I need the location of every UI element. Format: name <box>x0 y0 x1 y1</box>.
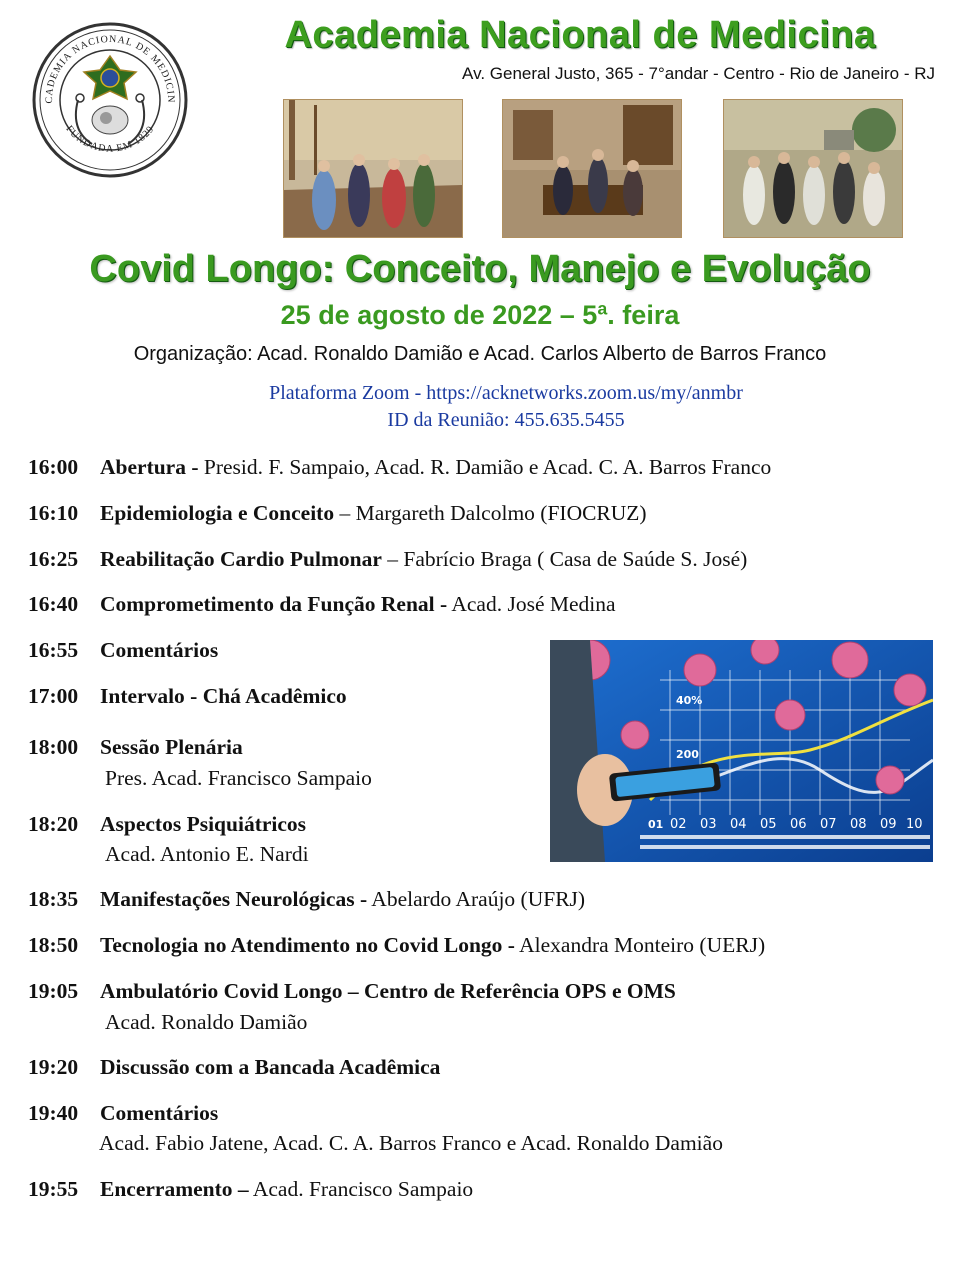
schedule-time: 19:20 <box>28 1055 79 1079</box>
schedule-item <box>28 932 765 958</box>
zoom-platform-label: Plataforma Zoom - <box>269 382 427 404</box>
illustration-x-label: 03 <box>700 817 717 832</box>
illustration-x-label: 10 <box>906 817 923 832</box>
schedule-subline: Acad. Ronaldo Damião <box>105 1010 308 1034</box>
illustration-x-label: 04 <box>730 817 747 832</box>
meeting-id: ID da Reunião: 455.635.5455 <box>387 409 625 431</box>
schedule-detail: Abelardo Araújo (UFRJ) <box>367 887 586 911</box>
illustration-x-label: 02 <box>670 817 687 832</box>
schedule-topic: Abertura - <box>100 455 199 479</box>
schedule-detail: – Margareth Dalcolmo (FIOCRUZ) <box>334 501 647 525</box>
academy-address: Av. General Justo, 365 - 7°andar - Centro - Rio de Janeiro - RJ <box>462 64 935 83</box>
historical-painting-1 <box>283 99 463 238</box>
illustration-y-label: 40% <box>676 694 703 707</box>
schedule-topic: Manifestações Neurológicas - <box>100 887 368 911</box>
covid-data-illustration <box>550 640 933 862</box>
schedule-item <box>28 1100 218 1126</box>
schedule-topic: Encerramento – <box>100 1177 249 1201</box>
schedule-topic: Comprometimento da Função Renal - <box>100 592 448 616</box>
schedule-topic: Tecnologia no Atendimento no Covid Longo - <box>100 933 515 957</box>
schedule-topic: Discussão com a Bancada Acadêmica <box>100 1055 441 1079</box>
schedule-item <box>28 811 306 837</box>
zoom-platform <box>0 382 960 405</box>
schedule-time: 18:20 <box>28 812 79 836</box>
schedule-time: 16:25 <box>28 547 79 571</box>
schedule-detail: Alexandra Monteiro (UERJ) <box>514 933 766 957</box>
schedule-time: 16:10 <box>28 501 79 525</box>
illustration-x-label: 06 <box>790 817 807 832</box>
illustration-x-label: 08 <box>850 817 867 832</box>
schedule-topic: Epidemiologia e Conceito <box>100 501 335 525</box>
event-organizers: Organização: Acad. Ronaldo Damião e Acad. Carlos Alberto de Barros Franco <box>133 343 827 365</box>
schedule-item <box>28 500 647 526</box>
schedule-topic: Comentários <box>100 638 219 662</box>
event-date: 25 de agosto de 2022 – 5ª. feira <box>280 300 680 330</box>
schedule-subline: Acad. Fabio Jatene, Acad. C. A. Barros Franco e Acad. Ronaldo Damião <box>99 1131 723 1155</box>
schedule-item <box>28 978 676 1004</box>
schedule-item <box>28 1054 440 1080</box>
schedule-item <box>28 546 747 572</box>
schedule-subline: Acad. Antonio E. Nardi <box>105 842 309 866</box>
schedule-item <box>28 591 616 617</box>
schedule-item <box>28 734 243 760</box>
schedule-time: 17:00 <box>28 684 79 708</box>
schedule-subline: Pres. Acad. Francisco Sampaio <box>105 766 372 790</box>
schedule-topic: Sessão Plenária <box>100 735 243 759</box>
schedule-time: 16:00 <box>28 455 79 479</box>
schedule-time: 16:55 <box>28 638 79 662</box>
schedule-item <box>28 886 585 912</box>
schedule-detail: Acad. Francisco Sampaio <box>248 1177 474 1201</box>
illustration-x-label: 07 <box>820 817 837 832</box>
academy-title: Academia Nacional de Medicina <box>284 14 876 56</box>
schedule-time: 18:35 <box>28 887 79 911</box>
schedule-time: 18:50 <box>28 933 79 957</box>
illustration-x-label: 01 <box>648 818 664 831</box>
schedule-topic: Ambulatório Covid Longo – Centro de Referência OPS e OMS <box>100 979 676 1003</box>
schedule-time: 19:55 <box>28 1177 79 1201</box>
schedule-time: 19:40 <box>28 1101 79 1125</box>
schedule-item <box>28 454 771 480</box>
event-title: Covid Longo: Conceito, Manejo e Evolução <box>89 248 871 290</box>
historical-painting-2 <box>502 99 682 238</box>
schedule-topic: Aspectos Psiquiátricos <box>100 812 307 836</box>
schedule-item <box>28 683 347 709</box>
schedule-item <box>28 1176 473 1202</box>
schedule-detail: – Fabrício Braga ( Casa de Saúde S. José) <box>381 547 748 571</box>
illustration-x-label: 05 <box>760 817 777 832</box>
schedule-topic: Reabilitação Cardio Pulmonar <box>100 547 382 571</box>
schedule-time: 19:05 <box>28 979 79 1003</box>
schedule-time: 18:00 <box>28 735 79 759</box>
schedule-item <box>28 637 218 663</box>
illustration-y-label: 200 <box>676 748 699 761</box>
historical-painting-3 <box>723 99 903 238</box>
illustration-x-label: 09 <box>880 817 897 832</box>
schedule-topic: Comentários <box>100 1101 219 1125</box>
academy-seal <box>30 20 190 180</box>
schedule-topic: Intervalo - Chá Acadêmico <box>100 684 347 708</box>
zoom-link[interactable]: https://acknetworks.zoom.us/my/anmbr <box>426 382 743 404</box>
schedule-detail: Acad. José Medina <box>447 592 616 616</box>
seal-text-top: CADEMIA NACIONAL DE MEDICIN <box>43 33 177 104</box>
schedule-time: 16:40 <box>28 592 79 616</box>
schedule-detail: Presid. F. Sampaio, Acad. R. Damião e Acad. C. A. Barros Franco <box>198 455 772 479</box>
seal-text-bottom: FUNDADA EM 1829 <box>63 123 157 155</box>
